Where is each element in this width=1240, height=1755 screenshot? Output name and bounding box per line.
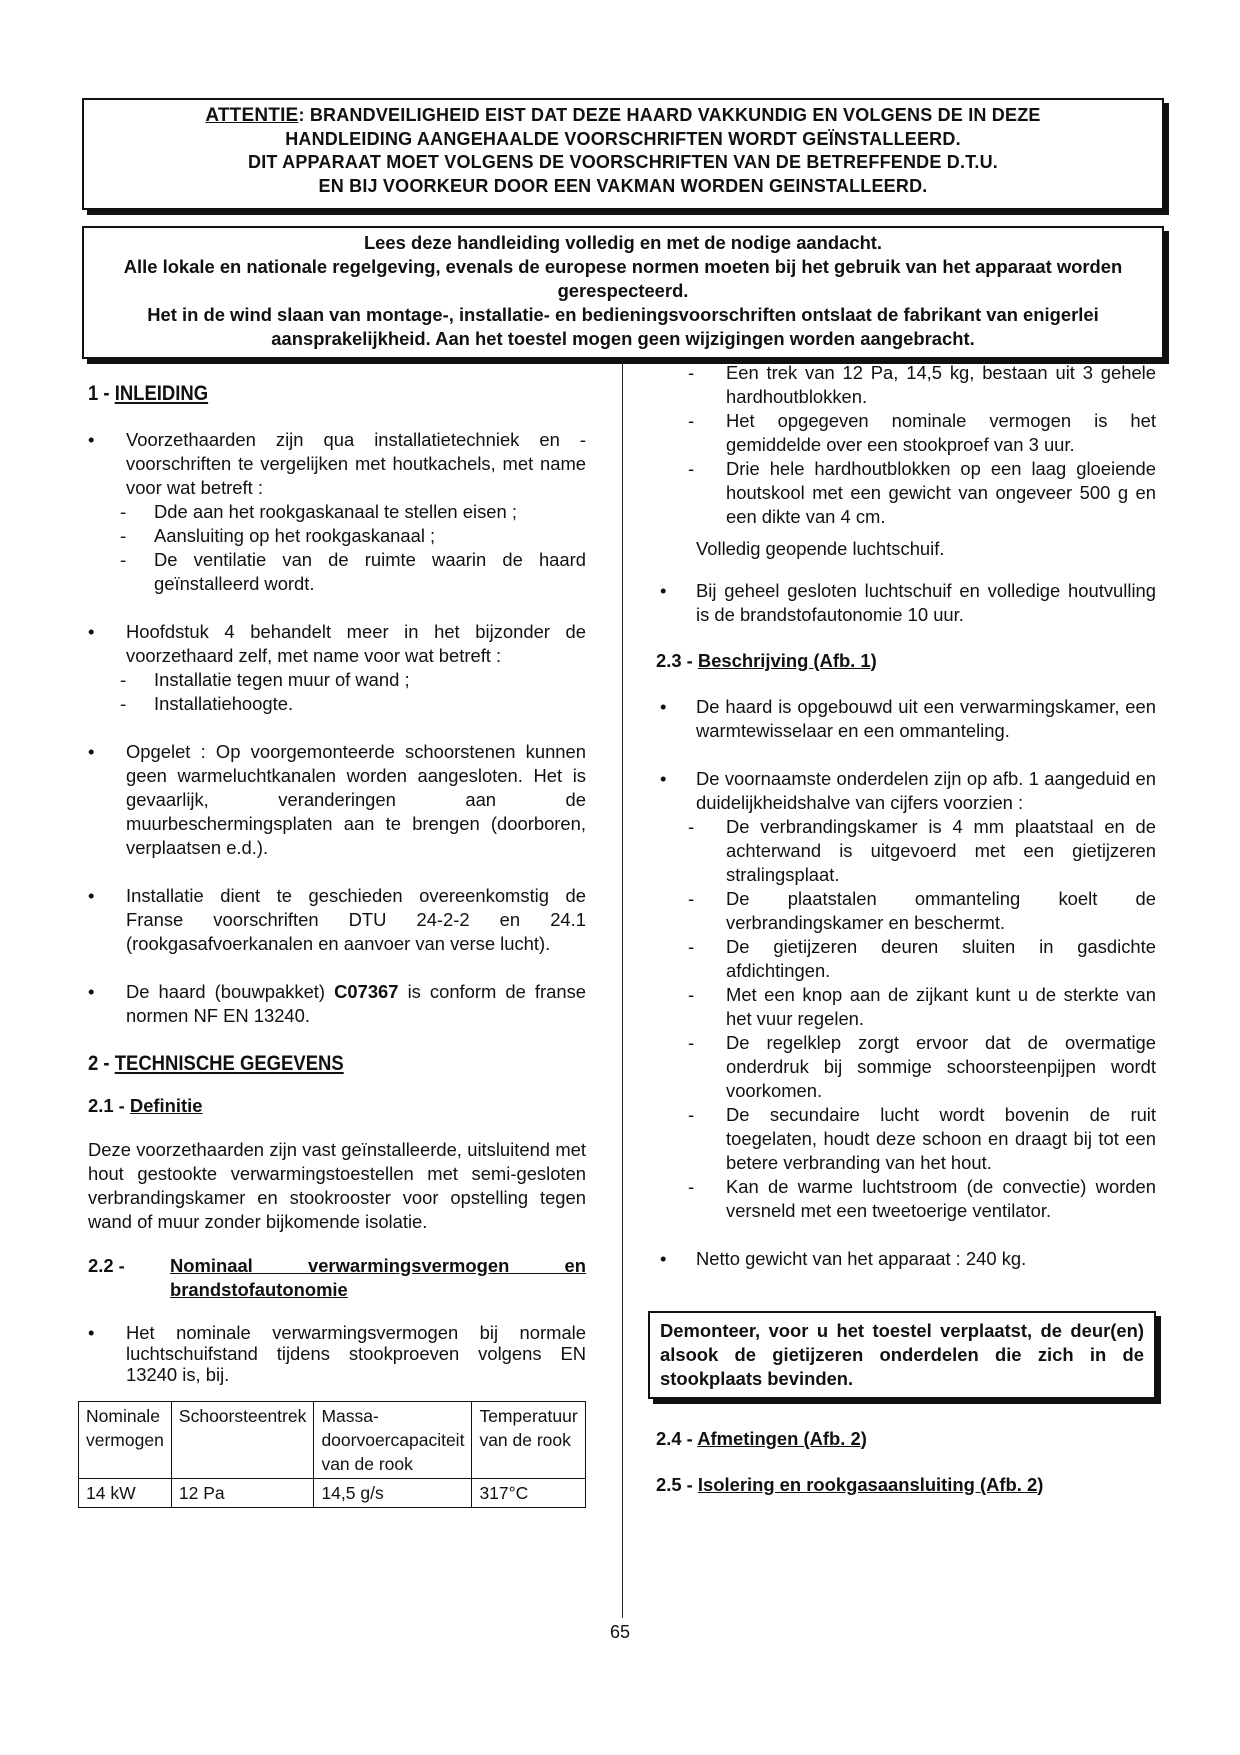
list-item: - De gietijzeren deuren sluiten in gasdichte afdichtingen.: [656, 935, 1156, 983]
attention-label: ATTENTIE: [205, 105, 299, 126]
list-item: • Bij geheel gesloten luchtschuif en volledige houtvulling is de brandstofautonomie 10 uur.: [656, 579, 1156, 627]
notice-line-2: Alle lokale en nationale regelgeving, evenals de europese normen moeten bij het gebruik van het apparaat worden gerespecteerd.: [123, 256, 1123, 301]
list-item: - Een trek van 12 Pa, 14,5 kg, bestaan uit 3 gehele hardhoutblokken.: [656, 361, 1156, 409]
section-2-heading: 2 - TECHNISCHE GEGEVENS: [88, 1052, 344, 1075]
notice-line-1: Lees deze handleiding volledig en met de nodige aandacht.: [363, 232, 883, 253]
section-2-4-heading: 2.4 - Afmetingen (Afb. 2): [656, 1428, 867, 1449]
section-2-1-heading: 2.1 - Definitie: [88, 1095, 203, 1116]
warning-line-2: HANDLEIDING AANGEHAALDE VOORSCHRIFTEN WORDT GEÏNSTALLEERD.: [285, 128, 961, 149]
column-divider: [622, 360, 623, 1618]
list-item: - De secundaire lucht wordt bovenin de ruit toegelaten, houdt deze schoon en draagt bij tot een betere verbranding van het hout.: [656, 1103, 1156, 1175]
list-item: • De haard (bouwpakket) C07367 is conform de franse normen NF EN 13240.: [88, 980, 586, 1028]
table-header-cell: Nominale vermogen: [79, 1402, 172, 1479]
list-item: • Installatie dient te geschieden overeenkomstig de Franse voorschriften DTU 24-2-2 en 24.1 (rookgasafvoerkanalen en aanvoer van verse lucht).: [88, 884, 586, 956]
dismantle-warning-box: Demonteer, voor u het toestel verplaatst, de deur(en) alsook de gietijzeren onderdelen die zich in de stookplaats bevinden.: [648, 1311, 1156, 1399]
right-column: [656, 361, 1156, 1497]
list-item: - Drie hele hardhoutblokken op een laag gloeiende houtskool met een gewicht van ongeveer 500 g en een dikte van 4 cm.: [656, 457, 1156, 529]
section-2-5-heading: 2.5 - Isolering en rookgasaansluiting (Afb. 2): [656, 1474, 1044, 1495]
table-header-cell: Temperatuur van de rook: [472, 1402, 586, 1479]
list-item: - De ventilatie van de ruimte waarin de haard geïnstalleerd wordt.: [88, 548, 586, 596]
list-item: • Voorzethaarden zijn qua installatietechniek en - voorschriften te vergelijken met houtkachels, met name voor wat betreft :: [88, 428, 586, 500]
section-1-heading: 1 - INLEIDING: [88, 382, 209, 405]
table-cell: 14 kW: [79, 1479, 172, 1508]
left-column: [88, 360, 586, 1508]
list-item: - Installatiehoogte.: [88, 692, 586, 716]
list-item: • Het nominale verwarmingsvermogen bij normale luchtschuifstand tijdens stookproeven volgens EN 13240 is, bij.: [88, 1322, 586, 1385]
list-item: - Dde aan het rookgaskanaal te stellen eisen ;: [88, 500, 586, 524]
notice-line-3: Het in de wind slaan van montage-, installatie- en bedieningsvoorschriften ontslaat de fabrikant van enigerlei aansprakelijkheid. Aan het toestel mogen geen wijzigingen worden aangebracht.: [147, 304, 1099, 349]
table-header-cell: Massa-doorvoercapaciteit van de rook: [314, 1402, 472, 1479]
list-item: - Het opgegeven nominale vermogen is het gemiddelde over een stookproef van 3 uur.: [656, 409, 1156, 457]
table-cell: 12 Pa: [171, 1479, 314, 1508]
list-item: - De verbrandingskamer is 4 mm plaatstaal en de achterwand is uitgevoerd met een gietijzeren stralingsplaat.: [656, 815, 1156, 887]
section-2-2-heading: 2.2 - Nominaal verwarmingsvermogen en brandstofautonomie: [88, 1255, 586, 1300]
warning-line-1: ATTENTIE: BRANDVEILIGHEID EIST DAT DEZE HAARD VAKKUNDIG EN VOLGENS DE IN DEZE: [205, 105, 1041, 126]
performance-table: [78, 1401, 586, 1508]
warning-box: [82, 98, 1164, 210]
list-item: • Hoofdstuk 4 behandelt meer in het bijzonder de voorzethaard zelf, met name voor wat betreft :: [88, 620, 586, 668]
notice-box: [82, 226, 1164, 359]
table-header-row: [79, 1402, 586, 1479]
table-header-cell: Schoorsteentrek: [171, 1402, 314, 1479]
list-item: - Aansluiting op het rookgaskanaal ;: [88, 524, 586, 548]
warning-line-3: DIT APPARAAT MOET VOLGENS DE VOORSCHRIFTEN VAN DE BETREFFENDE D.T.U.: [248, 152, 998, 172]
list-item: • Netto gewicht van het apparaat : 240 kg.: [656, 1247, 1156, 1271]
list-item: - Kan de warme luchtstroom (de convectie) worden versneld met een tweetoerige ventilator.: [656, 1175, 1156, 1223]
table-cell: 317°C: [472, 1479, 586, 1508]
list-item: - Met een knop aan de zijkant kunt u de sterkte van het vuur regelen.: [656, 983, 1156, 1031]
list-item: - Installatie tegen muur of wand ;: [88, 668, 586, 692]
list-item: • Opgelet : Op voorgemonteerde schoorstenen kunnen geen warmeluchtkanalen worden aangesloten. Het is gevaarlijk, veranderingen aan de muurbeschermingsplaten aan te brengen (doorboren, verplaatsen e.d.).: [88, 740, 586, 860]
airflow-note: Volledig geopende luchtschuif.: [696, 538, 945, 559]
list-item: • De voornaamste onderdelen zijn op afb. 1 aangeduid en duidelijkheidshalve van cijfers voorzien :: [656, 767, 1156, 815]
table-row: [79, 1479, 586, 1508]
list-item: • De haard is opgebouwd uit een verwarmingskamer, een warmtewisselaar en een ommanteling.: [656, 695, 1156, 743]
page-number: 65: [609, 1622, 631, 1642]
section-2-3-heading: 2.3 - Beschrijving (Afb. 1): [656, 650, 877, 671]
list-item: - De regelklep zorgt ervoor dat de overmatige onderdruk bij sommige schoorsteenpijpen wordt voorkomen.: [656, 1031, 1156, 1103]
list-item: - De plaatstalen ommanteling koelt de verbrandingskamer en beschermt.: [656, 887, 1156, 935]
warning-line-4: EN BIJ VOORKEUR DOOR EEN VAKMAN WORDEN GEINSTALLEERD.: [318, 175, 928, 196]
table-cell: 14,5 g/s: [314, 1479, 472, 1508]
definition-text: Deze voorzethaarden zijn vast geïnstalleerde, uitsluitend met hout gestookte verwarmingstoestellen met semi-gesloten verbrandingskamer en stookrooster voor opstelling tegen wand of muur zonder bijkomende isolatie.: [88, 1139, 586, 1232]
